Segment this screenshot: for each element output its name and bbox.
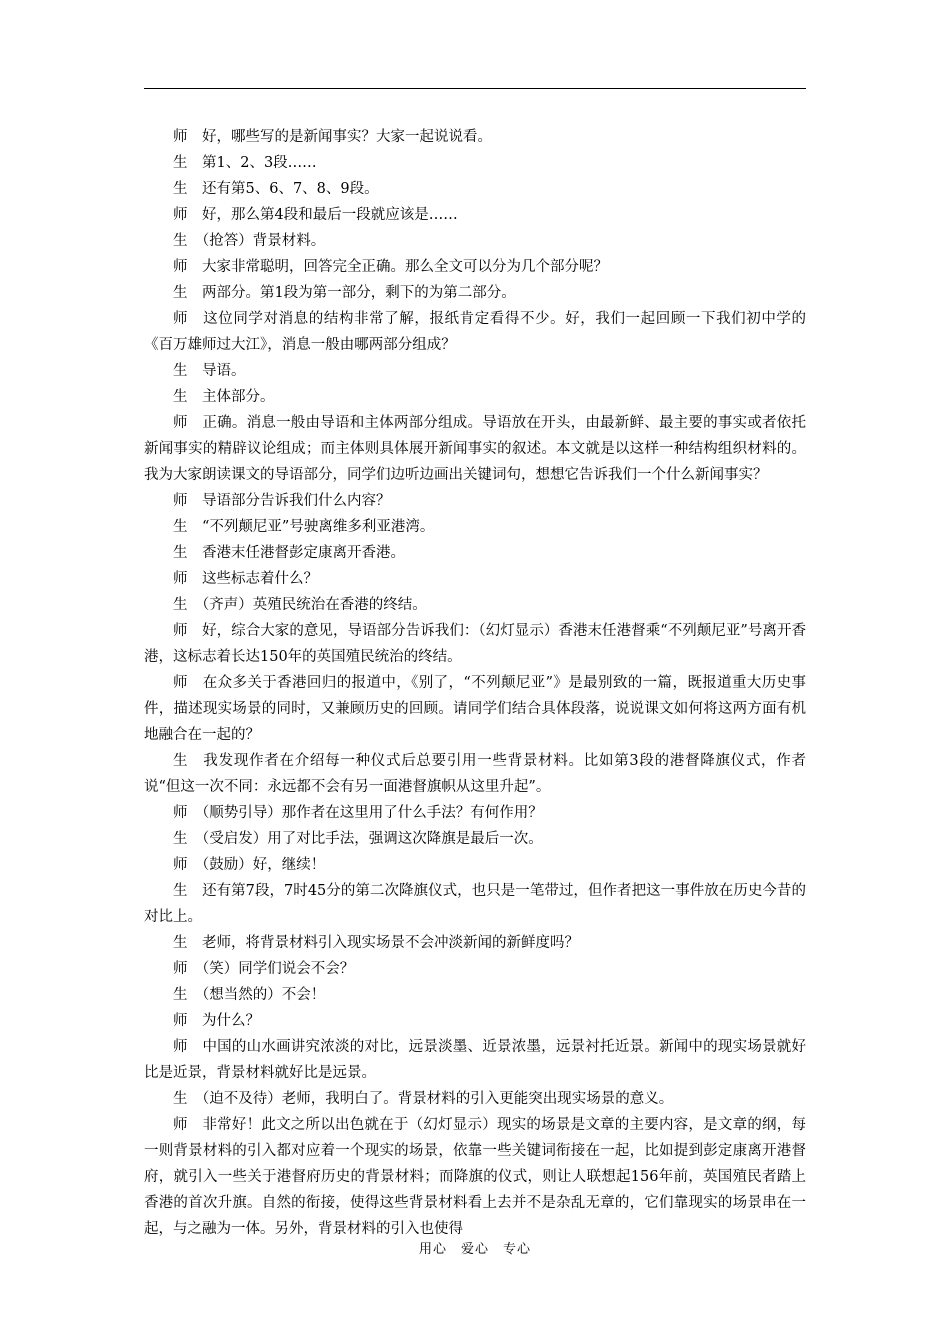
dialogue-paragraph: 师 好，综合大家的意见，导语部分告诉我们：（幻灯显示）香港末任港督乘“不列颠尼亚”号离开香港，这标志着长达150年的英国殖民统治的终结。 xyxy=(144,623,806,665)
dialogue-paragraph: 师 正确。消息一般由导语和主体两部分组成。导语放在开头，由最新鲜、最主要的事实或者依托新闻事实的精辟议论组成；而主体则具体展开新闻事实的叙述。本文就是以这样一种结构组织材料的。我为大家朗读课文的导语部分，同学们边听边画出关键词句，想想它告诉我们一个什么新闻事实？ xyxy=(144,415,806,483)
dialogue-paragraph: 生 还有第5、6、7、8、9段。 xyxy=(173,181,379,197)
dialogue-paragraph: 师 （顺势引导）那作者在这里用了什么手法？有何作用？ xyxy=(173,805,543,821)
dialogue-paragraph: 师 这位同学对消息的结构非常了解，报纸肯定看得不少。好，我们一起回顾一下我们初中学的《百万雄师过大江》，消息一般由哪两部分组成？ xyxy=(144,311,806,353)
dialogue-paragraph: 生 导语。 xyxy=(173,363,246,379)
page-footer: 用心 爱心 专心 xyxy=(418,1242,531,1257)
dialogue-paragraph: 生 我发现作者在介绍每一种仪式后总要引用一些背景材料。比如第3段的港督降旗仪式，作者说“但这一次不同：永远都不会有另一面港督旗帜从这里升起”。 xyxy=(144,753,806,795)
dialogue-paragraph: 生 香港末任港督彭定康离开香港。 xyxy=(173,545,405,561)
dialogue-paragraph: 生 （受启发）用了对比手法，强调这次降旗是最后一次。 xyxy=(173,831,543,847)
dialogue-paragraph: 生 还有第7段，7时45分的第二次降旗仪式，也只是一笔带过，但作者把这一事件放在历史今昔的对比上。 xyxy=(144,883,806,925)
dialogue-paragraph: 师 好，那么第4段和最后一段就应该是…… xyxy=(173,207,458,223)
dialogue-paragraph: 生 主体部分。 xyxy=(173,389,275,405)
dialogue-paragraph: 师 为什么？ xyxy=(173,1013,260,1029)
dialogue-paragraph: 师 在众多关于香港回归的报道中，《别了，“不列颠尼亚”》是最别致的一篇，既报道重大历史事件，描述现实场景的同时，又兼顾历史的回顾。请同学们结合具体段落，说说课文如何将这两方面有机地融合在一起的？ xyxy=(144,675,806,743)
dialogue-paragraph: 师 中国的山水画讲究浓淡的对比，远景淡墨、近景浓墨，远景衬托近景。新闻中的现实场景就好比是近景，背景材料就好比是远景。 xyxy=(144,1039,806,1081)
dialogue-paragraph: 师 好，哪些写的是新闻事实？大家一起说说看。 xyxy=(173,129,492,145)
dialogue-paragraph: 生 两部分。第1段为第一部分，剩下的为第二部分。 xyxy=(173,285,516,301)
dialogue-paragraph: 生 老师，将背景材料引入现实场景不会冲淡新闻的新鲜度吗？ xyxy=(173,935,579,951)
dialogue-paragraph: 师 非常好！此文之所以出色就在于（幻灯显示）现实的场景是文章的主要内容，是文章的纲，每一则背景材料的引入都对应着一个现实的场景，依靠一些关键词衔接在一起，比如提到彭定康离开港督府，就引入一些关于港督府历史的背景材料；而降旗的仪式，则让人联想起156年前，英国殖民者踏上香港的首次升旗。自然的衔接，使得这些背景材料看上去并不是杂乱无章的，它们靠现实的场景串在一起，与之融为一体。另外，背景材料的引入也使得 xyxy=(144,1117,806,1237)
dialogue-paragraph: 师 这些标志着什么？ xyxy=(173,571,318,587)
dialogue-paragraph: 师 （鼓励）好，继续！ xyxy=(173,857,326,873)
dialogue-paragraph: 师 导语部分告诉我们什么内容？ xyxy=(173,493,391,509)
dialogue-paragraph: 生 （想当然的）不会！ xyxy=(173,987,326,1003)
dialogue-paragraph: 生 （齐声）英殖民统治在香港的终结。 xyxy=(173,597,427,613)
dialogue-paragraph: 师 （笑）同学们说会不会？ xyxy=(173,961,355,977)
dialogue-paragraph: 生 “不列颠尼亚”号驶离维多利亚港湾。 xyxy=(173,519,435,535)
document-body xyxy=(144,124,806,1242)
dialogue-paragraph: 生 第1、2、3段…… xyxy=(173,155,317,171)
header-rule xyxy=(144,88,806,89)
dialogue-paragraph: 生 （抢答）背景材料。 xyxy=(173,233,326,249)
dialogue-paragraph: 生 （迫不及待）老师，我明白了。背景材料的引入更能突出现实场景的意义。 xyxy=(173,1091,674,1107)
dialogue-paragraph: 师 大家非常聪明，回答完全正确。那么全文可以分为几个部分呢？ xyxy=(173,259,608,275)
